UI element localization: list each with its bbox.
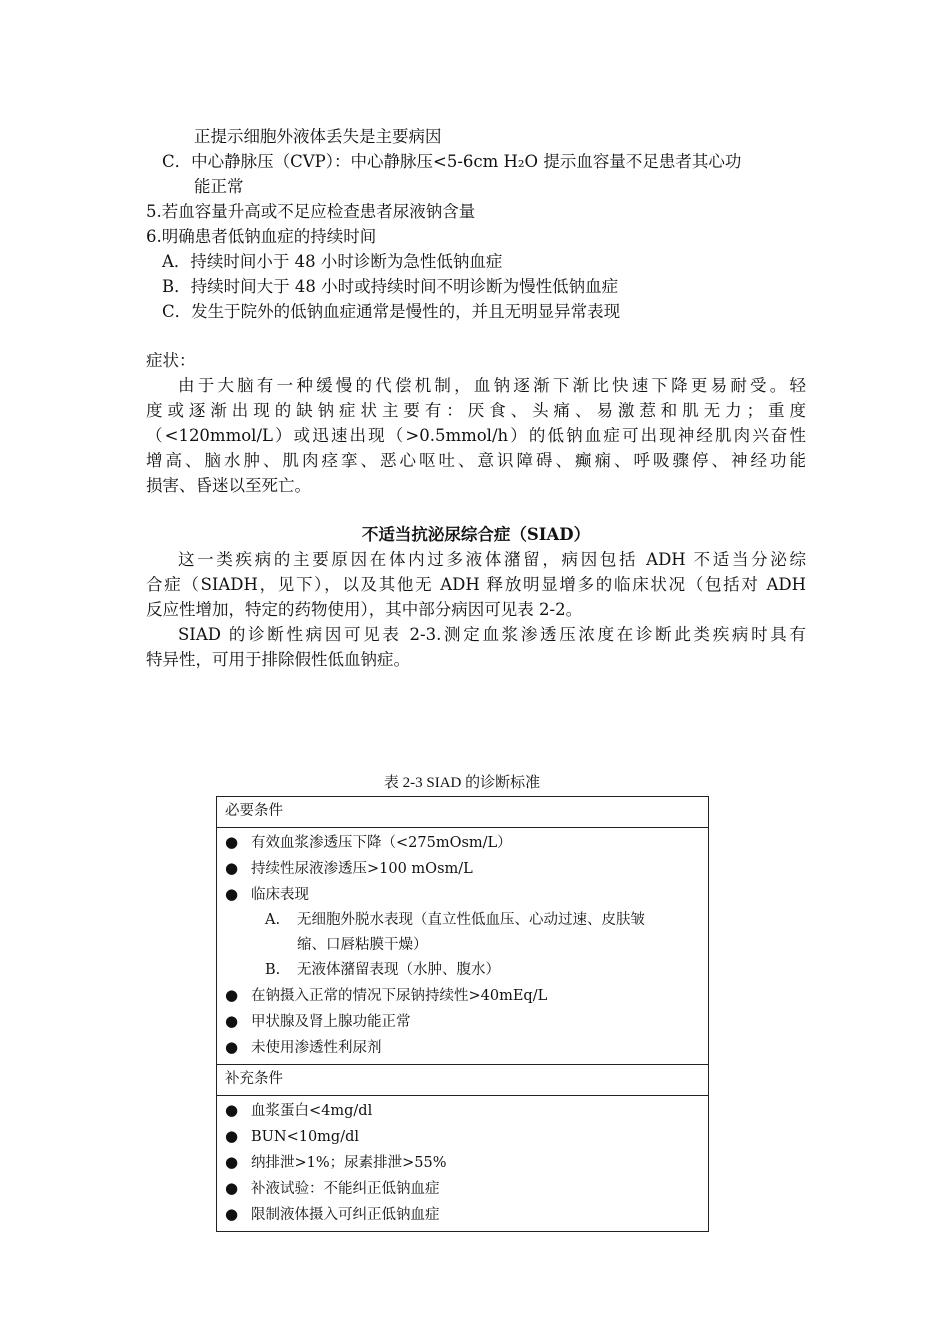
list-item-text: 持续性尿液渗透压>100 mOsm/L xyxy=(251,861,473,877)
list-item-text: 甲状腺及肾上腺功能正常 xyxy=(251,1014,411,1030)
body-line: 6.明确患者低钠血症的持续时间 xyxy=(146,227,377,246)
list-item xyxy=(225,1176,700,1202)
bullet-icon: ● xyxy=(225,1038,239,1056)
body-line: 正提示细胞外液体丢失是主要病因 xyxy=(194,127,442,146)
symptoms-paragraph-line: 增高、脑水肿、肌肉痉挛、恶心呕吐、意识障碍、癫痫、呼吸骤停、神经功能 xyxy=(146,451,806,470)
table-row xyxy=(217,797,709,828)
body-line: 5.若血容量升高或不足应检查患者尿液钠含量 xyxy=(146,202,476,221)
siad-heading: 不适当抗泌尿综合症（SIAD） xyxy=(361,525,591,544)
list-item-text: BUN<10mg/dl xyxy=(251,1129,359,1145)
sub-item-letter: B. xyxy=(265,962,281,978)
siad-paragraph-line: 反应性增加，特定的药物使用），其中部分病因可见表 2-2。 xyxy=(146,600,583,619)
sub-item-continuation: 缩、口唇粘膜干燥） xyxy=(297,937,428,953)
sub-item-letter: A. xyxy=(265,912,281,928)
body-line: 能正常 xyxy=(194,177,244,196)
supplementary-criteria-cell xyxy=(217,1096,709,1232)
symptoms-paragraph-line: 度或逐渐出现的缺钠症状主要有：厌食、头痛、易激惹和肌无力；重度 xyxy=(146,401,806,420)
siad-paragraph-line: 特异性，可用于排除假性低血钠症。 xyxy=(146,650,410,669)
table-row xyxy=(217,828,709,1065)
list-item-text: 纳排泄>1%；尿素排泄>55% xyxy=(251,1155,447,1171)
symptoms-paragraph-line: （<120mmol/L）或迅速出现（>0.5mmol/h）的低钠血症可出现神经肌肉兴奋性 xyxy=(146,426,806,445)
list-item-text: 有效血浆渗透压下降（<275mOsm/L） xyxy=(251,835,512,851)
bullet-icon: ● xyxy=(225,859,239,877)
bullet-icon: ● xyxy=(225,1012,239,1030)
list-item xyxy=(225,1124,700,1150)
required-criteria-cell xyxy=(217,828,709,1065)
list-item xyxy=(225,1009,700,1035)
list-item-text: 补液试验：不能纠正低钠血症 xyxy=(251,1181,440,1197)
required-header: 必要条件 xyxy=(217,797,709,828)
siad-paragraph-line: SIAD 的诊断性病因可见表 2-3.测定血浆渗透压浓度在诊断此类疾病时具有 xyxy=(178,625,806,644)
body-line: C．中心静脉压（CVP）：中心静脉压<5-6cm H₂O 提示血容量不足患者其心功 xyxy=(162,152,742,171)
list-item-text: 未使用渗透性利尿剂 xyxy=(251,1040,382,1056)
siad-paragraph-line: 合症（SIADH，见下），以及其他无 ADH 释放明显增多的临床状况（包括对 ADH xyxy=(146,575,806,594)
list-item-text: 在钠摄入正常的情况下尿钠持续性>40mEq/L xyxy=(251,988,548,1004)
list-item xyxy=(225,1202,700,1228)
list-item xyxy=(225,1150,700,1176)
list-item xyxy=(225,882,700,908)
siad-criteria-table xyxy=(216,796,709,1232)
sub-item-text: 无液体潴留表现（水肿、腹水） xyxy=(297,962,500,978)
bullet-icon: ● xyxy=(225,1179,239,1197)
bullet-icon: ● xyxy=(225,1205,239,1223)
symptoms-paragraph-line: 损害、昏迷以至死亡。 xyxy=(146,476,311,495)
body-line: C．发生于院外的低钠血症通常是慢性的，并且无明显异常表现 xyxy=(162,302,621,321)
sub-item xyxy=(225,908,700,933)
list-item-text: 血浆蛋白<4mg/dl xyxy=(251,1103,373,1119)
bullet-icon: ● xyxy=(225,1153,239,1171)
body-line: A．持续时间小于 48 小时诊断为急性低钠血症 xyxy=(162,252,503,271)
body-line: B．持续时间大于 48 小时或持续时间不明诊断为慢性低钠血症 xyxy=(162,277,619,296)
list-item xyxy=(225,983,700,1009)
table-caption: 表 2-3 SIAD 的诊断标准 xyxy=(383,775,541,791)
symptoms-paragraph-line: 由于大脑有一种缓慢的代偿机制，血钠逐渐下渐比快速下降更易耐受。轻 xyxy=(178,376,806,395)
bullet-icon: ● xyxy=(225,885,239,903)
list-item xyxy=(225,1098,700,1124)
list-item xyxy=(225,856,700,882)
bullet-icon: ● xyxy=(225,986,239,1004)
list-item xyxy=(225,830,700,856)
list-item-text: 限制液体摄入可纠正低钠血症 xyxy=(251,1207,440,1223)
table-row xyxy=(217,1096,709,1232)
sub-item-text: 无细胞外脱水表现（直立性低血压、心动过速、皮肤皱 xyxy=(297,912,645,928)
bullet-icon: ● xyxy=(225,1127,239,1145)
list-item xyxy=(225,1035,700,1061)
list-item-text: 临床表现 xyxy=(251,887,309,903)
siad-paragraph-line: 这一类疾病的主要原因在体内过多液体潴留，病因包括 ADH 不适当分泌综 xyxy=(178,550,806,569)
sub-item xyxy=(225,958,700,983)
table-row xyxy=(217,1065,709,1096)
bullet-icon: ● xyxy=(225,833,239,851)
symptoms-label: 症状： xyxy=(146,351,196,370)
bullet-icon: ● xyxy=(225,1101,239,1119)
supplementary-header: 补充条件 xyxy=(217,1065,709,1096)
